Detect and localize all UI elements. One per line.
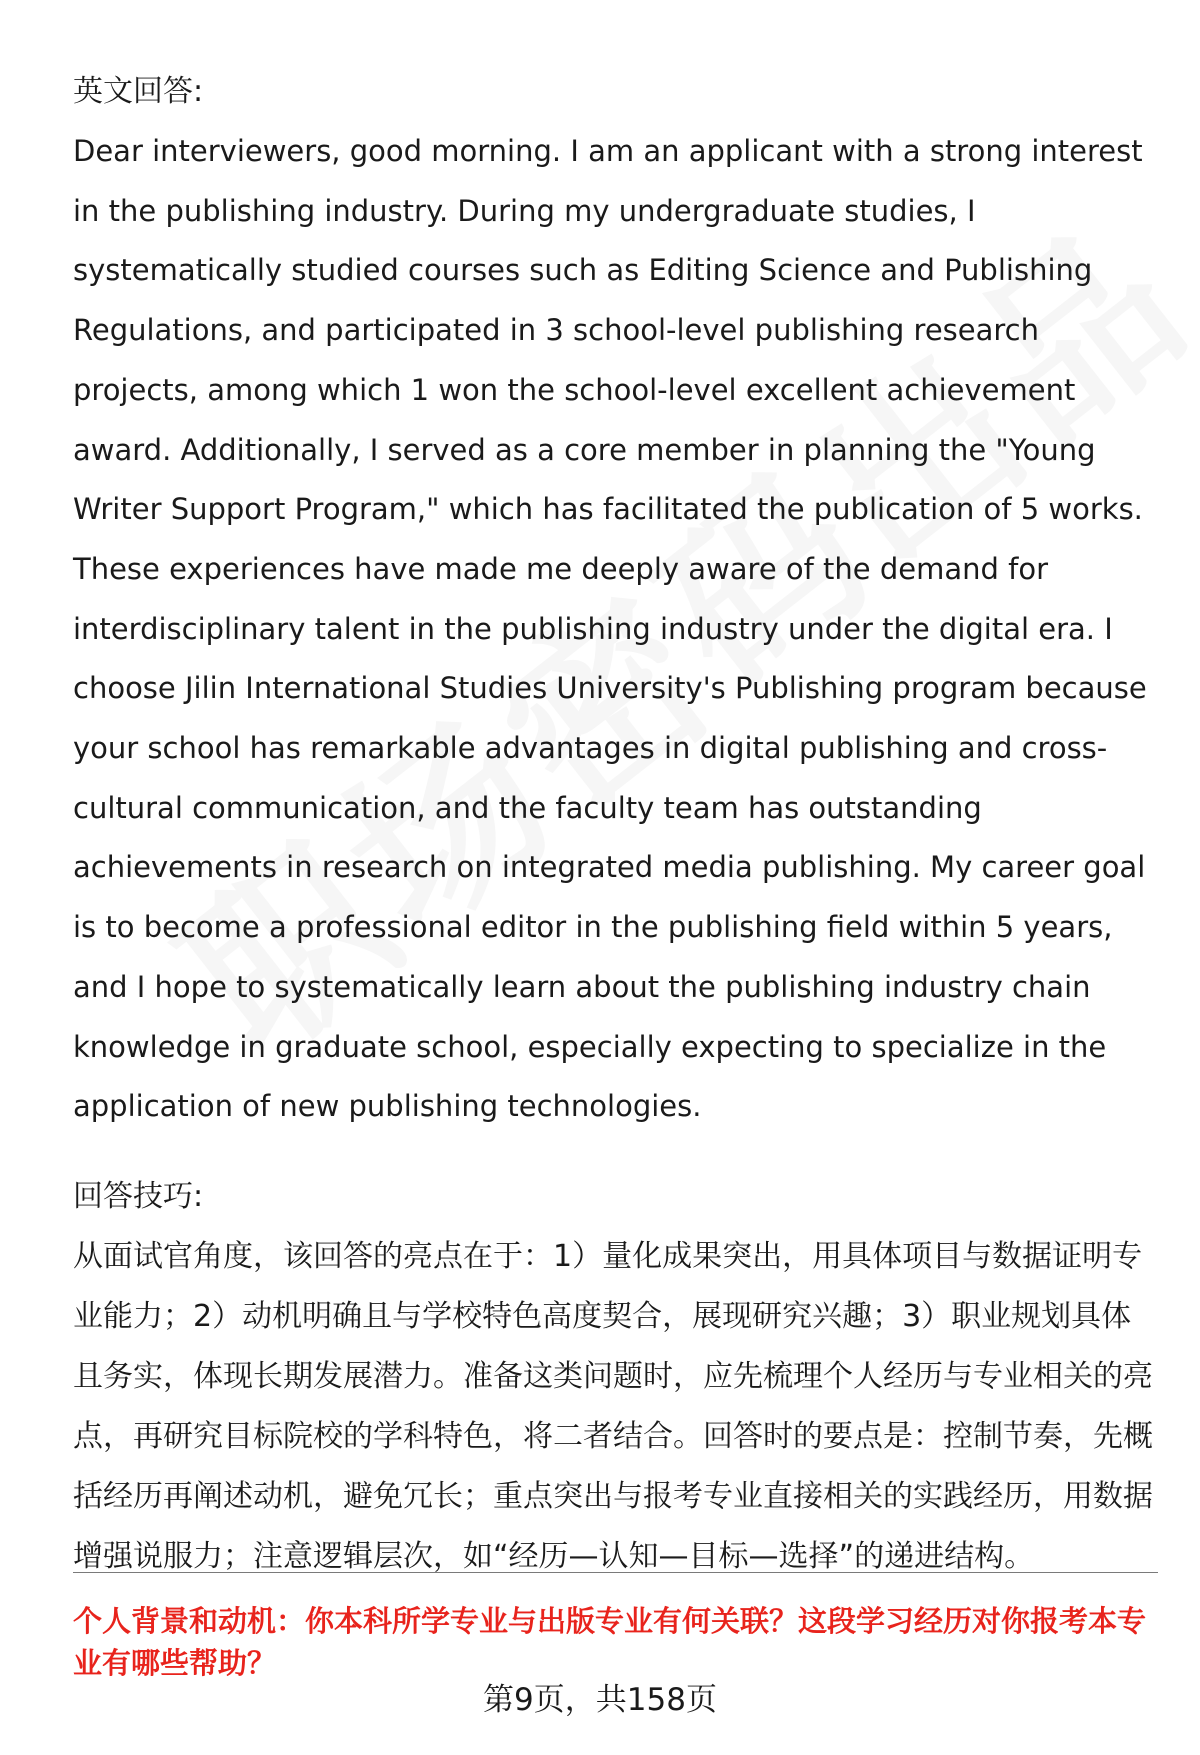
next-question-heading: 个人背景和动机：你本科所学专业与出版专业有何关联？这段学习经历对你报考本专业有哪些帮助？ [73,1604,1147,1680]
page-number: 第9页，共158页 [483,1682,717,1718]
tips-text: 从面试官角度，该回答的亮点在于：1）量化成果突出，用具体项目与数据证明专业能力；2）动机明确且与学校特色高度契合，展现研究兴趣；3）职业规划具体且务实，体现长期发展潜力。准备这类问题时，应先梳理个人经历与专业相关的亮点，再研究目标院校的学科特色，将二者结合。回答时的要点是：控制节奏，先概括经历再阐述动机，避免冗长；重点突出与报考专业直接相关的实践经历，用数据增强说服力；注意逻辑层次，如“经历—认知—目标—选择”的递进结构。 [73,1238,1153,1574]
page-content [73,62,1158,1587]
section-divider [73,1572,1158,1573]
english-answer-label: 英文回答: [73,74,204,109]
tips-label: 回答技巧: [73,1178,204,1214]
english-answer-text: Dear interviewers, good morning. I am an applicant with a strong interest in the publishing industry. During my undergraduate studies, I systematically studied courses such as Editing Science and Publishing Regulations, and participated in 3 school-level publishing research projects, among which 1 won the school-level excellent achievement award. Additionally, I served as a core member in planning the "Young Writer Support Program," which has facilitated the publication of 5 works. These experiences have made me deeply aware of the demand for interdisciplinary talent in the publishing industry under the digital era. I choose Jilin International Studies University's Publishing program because your school has remarkable advantages in digital publishing and cross-cultural communication, and the faculty team has outstanding achievements in research on integrated media publishing. My career goal is to become a professional editor in the publishing field within 5 years, and I hope to systematically learn about the publishing industry chain knowledge in graduate school, especially expecting to specialize in the application of new publishing technologies. [73,134,1147,1124]
